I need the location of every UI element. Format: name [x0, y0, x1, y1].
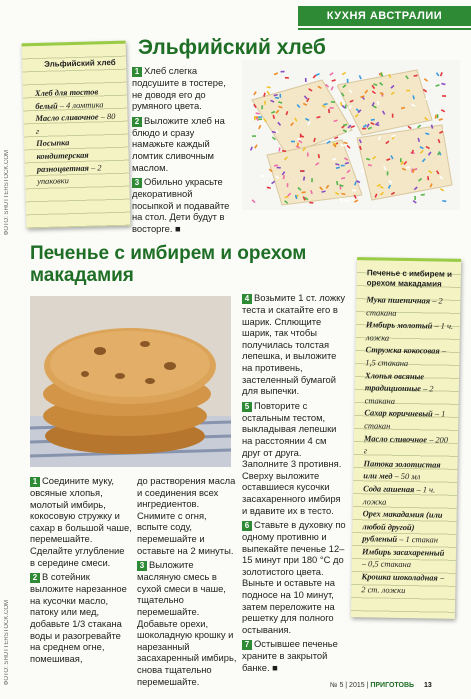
ingredient-name: Хлеб для тостов белый	[34, 87, 99, 111]
ingredient-qty: – 80 г	[35, 112, 116, 136]
ingredient-qty: – 4 ломтика	[57, 99, 104, 111]
ingredient-item	[362, 508, 451, 547]
issue-info: № 5 | 2015 |	[330, 682, 369, 689]
recipe-step	[242, 519, 346, 635]
ingredient-name: Хлопья овсяные традиционные	[364, 370, 425, 394]
ingredient-name: Крошка шоколадная	[361, 572, 438, 583]
ingredient-item	[362, 546, 450, 573]
ingredient-name: Посыпка кондитерская разноцветная	[36, 138, 90, 174]
recipe-title-cookies: Печенье с имбирем и орехом макадамия	[30, 243, 307, 286]
ingredients-note-cookies	[351, 257, 461, 619]
photo-credit-bottom: ФОТО: SHUTTERSTOCK.COM	[4, 600, 10, 686]
ingredient-qty: – 1 ч. ложка	[362, 485, 436, 507]
ingredient-name: Масло сливочное	[363, 433, 428, 444]
ingredient-item	[361, 571, 449, 598]
step-number: 1	[30, 477, 40, 487]
photo-credit-top: ФОТО: SHUTTERSTOCK.COM	[4, 150, 10, 236]
ginger-cookies-photo	[30, 296, 231, 467]
note-title: Печенье с имбирем и орехом макадамия	[366, 268, 453, 289]
step-text: Обильно украсьте декоративной посыпкой и подавайте на стол. Дети будут в восторге. ■	[132, 176, 230, 234]
ingredient-qty: – 0,5 стакана	[361, 559, 412, 570]
step-number: 5	[242, 402, 252, 412]
ingredient-name: Сода гашеная	[363, 484, 415, 495]
ingredient-item	[364, 433, 452, 460]
recipe-step	[30, 475, 132, 568]
ingredient-name: Стружка кокосовая	[365, 345, 440, 356]
ingredient-qty: – 2 упаковки	[37, 162, 102, 187]
ingredient-item	[365, 370, 454, 409]
recipe-step	[242, 292, 346, 397]
step-text: Выложите хлеб на блюдо и сразу намажьте каждый ломтик сливочным маслом.	[132, 114, 225, 173]
ingredients-note-bread	[22, 41, 131, 229]
step-text: Хлеб слегка подсушите в тостере, не доводя его до румяного цвета.	[132, 65, 226, 112]
magazine-brand: ПРИГОТОВЬ	[370, 682, 415, 689]
step-text: Возьмите 1 ст. ложку теста и скатайте его в шарик. Сплющите шарик, так чтобы получилась толстая лепешка, и выложите на противень, застеленный бумагой для выпечки.	[242, 292, 346, 397]
recipe-step	[137, 559, 237, 687]
ingredient-qty: – 1 стакан	[397, 535, 438, 545]
step-number: 6	[242, 521, 252, 531]
ingredient-item	[364, 408, 452, 435]
ingredient-qty: – 2 стакана	[366, 296, 443, 318]
ingredient-name: Орех макадамия (или любой другой) рубленый	[362, 509, 443, 545]
step-number: 3	[137, 561, 147, 571]
step-continued: до растворения масла и соединения всех ингредиентов. Снимите с огня, вспыте соду, перемешайте и оставьте на 2 минуты.	[137, 475, 236, 556]
step-number: 7	[242, 640, 252, 650]
recipe-step	[242, 638, 346, 673]
ingredient-name: Мука пшеничная	[366, 295, 431, 306]
recipe-step	[242, 400, 346, 516]
recipe-title-bread: Эльфийский хлеб	[138, 36, 326, 59]
recipe-step	[132, 176, 236, 234]
ingredient-item	[35, 111, 121, 138]
step-text: Ставьте в духовку по одному противню и выпекайте печенье 12–15 минут при 180 °С до золотистого цвета. Выньте и оставьте на подносе на 10 минут, затем переложите на решетку для полного остывания.	[242, 519, 346, 635]
ingredient-name: Сахар коричневый	[364, 408, 433, 419]
ingredient-item	[363, 483, 451, 510]
ingredient-item	[35, 86, 121, 113]
page-number: 13	[423, 682, 432, 689]
step-text: Соедините муку, овсяные хлопья, молотый имбирь, кокосовую стружку и сахар в большой чаше, перемешайте. Сделайте углубление в середине смеси.	[30, 475, 132, 568]
page-footer	[330, 682, 432, 689]
cookie-steps-col2	[137, 475, 237, 690]
ingredient-qty: – 1 стакан	[364, 409, 446, 431]
step-text: В сотейник выложите нарезанное на кусочки масло, патоку или мед, добавьте 1/3 стакана воды и разогревайте на среднем огне, помешивая,	[30, 571, 127, 664]
ingredient-name: Масло сливочное	[35, 112, 99, 124]
ingredient-qty: – 50 мл	[392, 472, 421, 482]
step-number: 1	[132, 67, 142, 77]
section-label: КУХНЯ АВСТРАЛИИ	[298, 6, 471, 26]
bread-steps	[132, 65, 236, 238]
ingredient-item	[366, 319, 454, 346]
step-number: 2	[132, 117, 142, 127]
ingredient-item	[363, 458, 451, 485]
fairy-bread-photo	[242, 60, 460, 210]
recipe-step	[132, 65, 236, 112]
step-number: 2	[30, 573, 40, 583]
ingredient-name: Патока золотистая или мед	[363, 458, 441, 482]
ingredient-qty: – 2 ст. ложки	[361, 573, 445, 595]
note-title: Эльфийский хлеб	[44, 57, 116, 69]
ingredient-name: Имбирь молотый	[365, 320, 433, 331]
ingredient-name: Имбирь засахаренный	[361, 547, 445, 558]
ingredient-item	[365, 345, 453, 372]
ingredient-qty: – 200 г	[363, 434, 449, 456]
recipe-step	[30, 571, 132, 664]
step-text: Выложите масляную смесь в сухой смеси в чаше, тщательно перемешайте. Добавьте орехи, шоколадную крошку и нарезанный засахаренный имбирь, снова тщательно перемешайте.	[137, 559, 237, 687]
step-text: Повторите с остальным тестом, выкладывая лепешки на расстоянии 4 см друг от друга. Заполните 3 противня. Сверху выложите оставшиеся кусочки засахаренного имбиря и вдавите их в тесто.	[242, 399, 342, 516]
cookie-steps-col1	[30, 475, 132, 667]
step-number: 4	[242, 294, 252, 304]
ingredient-qty: – 1 ч. ложка	[365, 321, 454, 343]
recipe-step	[132, 115, 236, 173]
ingredient-qty: – 2 стакана	[364, 384, 434, 406]
step-number: 3	[132, 178, 142, 188]
step-text: Остывшее печенье храните в закрытой банке. ■	[242, 638, 338, 674]
ingredient-qty: – 1,5 стакана	[365, 346, 447, 368]
cookie-steps-col3	[242, 292, 346, 677]
ingredient-item	[366, 294, 454, 321]
section-rule	[298, 28, 471, 30]
ingredient-item	[36, 136, 122, 189]
